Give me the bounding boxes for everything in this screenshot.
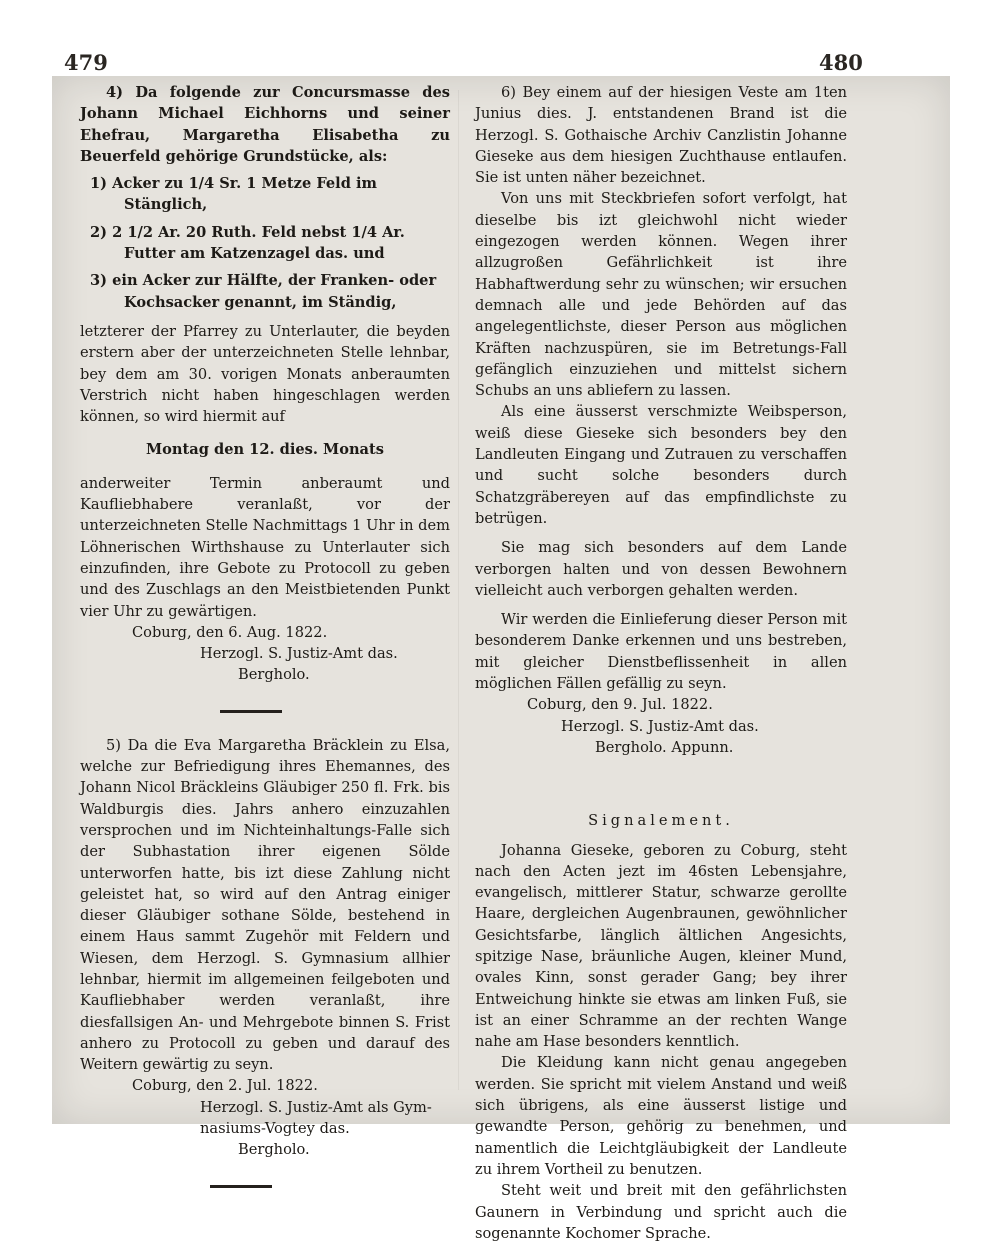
notice-6-place-date: Coburg, den 9. Jul. 1822. — [527, 696, 713, 714]
notice-6-paragraph-1: 6) Bey einem auf der hiesigen Veste am 1ten Junius dies. J. entstandenen Brand ist die Herzogl. S. Gothaische Archiv Canzlistin Johanne Gieseke aus dem hiesigen Zuchthause entlaufen. Sie ist unten näher bezeichnet. — [475, 84, 847, 187]
notice-4-body: letzterer der Pfarrey zu Unterlauter, die beyden erstern aber der unterzeichneten Stelle lehnbar, bey dem am 30. vorigen Monats anberaumten Verstrich nicht haben hingeschlagen werden können, so wird hiermit auf — [80, 322, 450, 426]
notice-6 — [475, 82, 847, 758]
notice-6-signatures: Bergholo. Appunn. — [595, 738, 734, 756]
notice-5-signature: Bergholo. — [238, 1141, 310, 1159]
notice-5-body: 5) Da die Eva Margaretha Bräcklein zu Elsa, welche zur Befriedigung ihres Ehemannes, des Johann Nicol Bräckleins Gläubiger 250 fl. Frk. bis Waldburgis dies. Jahrs anhero einzuzahlen versprochen und im Nichteinhaltungs-Falle sich der Subhastation ihrer eigenen Sölde unterworfen hatte, bis izt diese Zahlung nicht geleistet hat, so wird auf den Antrag einiger dieser Gläubiger sothane Sölde, bestehend in einem Haus sammt Zugehör mit Feldern und Wiesen, dem Herzogl. S. Gymnasium allhier lehnbar, hiermit im allgemeinen feilgeboten und Kaufliebhaber werden veranlaßt, ihre diesfallsigen An- und Mehrgebote binnen S. Frist anhero zu Protocoll zu geben und darauf des Weitern gewärtig zu seyn. — [80, 736, 450, 1074]
notice-6-paragraph-5: Wir werden die Einlieferung dieser Person mit besonderem Danke erkennen und uns bestreben, mit gleicher Dienstbeflissenheit in allen möglichen Fällen gefällig zu seyn. — [475, 611, 847, 693]
separator-rule — [210, 1185, 272, 1188]
notice-4-body-2: anderweiter Termin anberaumt und Kaufliebhabere veranlaßt, vor der unterzeichneten Stelle Nachmittags 1 Uhr in dem Löhnerischen Wirthshause zu Unterlauter sich einzufinden, ihre Gebote zu Protocoll zu geben und des Zuschlags an den Meistbietenden Punkt vier Uhr zu gewärtigen. — [80, 474, 450, 620]
notice-5-authority-line-2: nasiums-Vogtey das. — [200, 1120, 350, 1138]
notice-4-intro: 4) Da folgende zur Concursmasse des Johann Michael Eichhorns und seiner Ehefrau, Margaretha Elisabetha zu Beuerfeld gehörige Grundstücke, als: — [80, 84, 450, 165]
notice-4-place-date: Coburg, den 6. Aug. 1822. — [132, 623, 328, 641]
notice-4 — [80, 82, 450, 686]
notice-4-authority: Herzogl. S. Justiz-Amt das. — [200, 645, 398, 663]
notice-5-place-date: Coburg, den 2. Jul. 1822. — [132, 1077, 318, 1095]
notice-4-item-2: 2) 2 1/2 Ar. 20 Ruth. Feld nebst 1/4 Ar. Futter am Katzenzagel das. und — [90, 223, 405, 263]
page-number-right: 480 — [819, 50, 863, 75]
notice-6-paragraph-2: Von uns mit Steckbriefen sofort verfolgt, hat dieselbe bis izt gleichwohl nicht wieder eingezogen werden können. Wegen ihrer allzugroßen Gefährlichkeit ist ihre Habhaftwerdung sehr zu wünschen; wir ersuchen demnach alle und jede Behörden auf das angelegentlichste, dieser Person aus möglichen Kräften nachzuspüren, sie im Betretungs-Fall gefänglich einzuziehen und mittelst sichern Schubs an uns abliefern zu lassen. — [475, 190, 847, 400]
right-column — [475, 82, 847, 1244]
signalement-heading: Signalement. — [588, 812, 734, 830]
notice-5 — [80, 735, 450, 1161]
signalement — [475, 810, 847, 1244]
notice-6-paragraph-3: Als eine äusserst verschmizte Weibsperson, weiß diese Gieseke sich besonders bey den Landleuten Eingang und Zutrauen zu verschaffen und sucht solche besonders durch Schatzgräbereyen auf das empfindlichste zu betrügen. — [475, 403, 847, 527]
column-gutter — [458, 90, 459, 1090]
notice-5-authority-line-1: Herzogl. S. Justiz-Amt als Gym- — [200, 1098, 432, 1116]
separator-rule — [220, 710, 282, 713]
notice-4-item-3: 3) ein Acker zur Hälfte, der Franken- oder Kochsacker genannt, im Ständig, — [90, 272, 437, 311]
page-number-left: 479 — [64, 50, 108, 75]
signalement-paragraph-3: Steht weit und breit mit den gefährlichsten Gaunern in Verbindung und spricht auch die sogenannte Kochomer Sprache. — [475, 1182, 847, 1242]
notice-4-date-heading: Montag den 12. dies. Monats — [146, 441, 384, 459]
notice-6-authority: Herzogl. S. Justiz-Amt das. — [561, 717, 759, 735]
notice-6-paragraph-4: Sie mag sich besonders auf dem Lande verborgen halten und von dessen Bewohnern vielleicht auch verborgen gehalten werden. — [475, 539, 847, 599]
notice-4-item-1: 1) Acker zu 1/4 Sr. 1 Metze Feld im Stänglich, — [90, 175, 377, 214]
left-column — [80, 82, 450, 1210]
signalement-paragraph-2: Die Kleidung kann nicht genau angegeben werden. Sie spricht mit vielem Anstand und weiß sich übrigens, als eine äusserst listige und gewandte Person, gehörig zu benehmen, und namentlich die Leichtgläubigkeit der Landleute zu ihrem Vortheil zu benutzen. — [475, 1054, 847, 1178]
signalement-paragraph-1: Johanna Gieseke, geboren zu Coburg, steht nach den Acten jezt im 46sten Lebensjahre, evangelisch, mittlerer Statur, schwarze gerollte Haare, dergleichen Augenbraunen, gewöhnlicher Gesichtsfarbe, länglich ältlichen Angesichts, spitzige Nase, bräunliche Augen, kleiner Mund, ovales Kinn, sonst gerader Gang; bey ihrer Entweichung hinkte sie etwas am linken Fuß, sie ist an einer Schramme an der rechten Wange nahe am Hase besonders kenntlich. — [475, 841, 847, 1051]
notice-4-signature: Bergholo. — [238, 666, 310, 684]
